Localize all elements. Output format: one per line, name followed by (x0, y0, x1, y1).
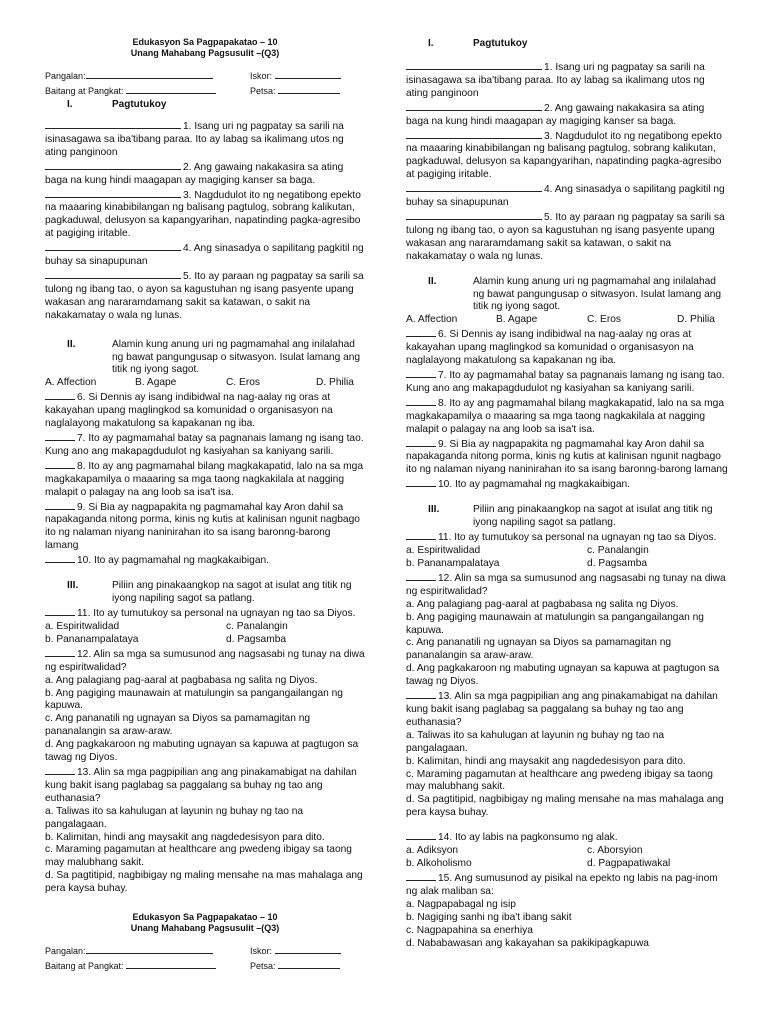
answer-blank[interactable] (45, 241, 181, 251)
answer-blank[interactable] (406, 129, 542, 139)
question-7: 7. Ito ay pagmamahal batay sa pagnanais lamang ng isang tao. Kung ano ang makapagdudulot ng kasiyahan sa kaniyang sarili. (45, 433, 364, 457)
grade-date-row: Baitang at Pangkat: Petsa: (45, 959, 365, 974)
answer-blank[interactable] (45, 431, 75, 441)
answer-blank[interactable] (406, 101, 542, 111)
answer-blank[interactable] (406, 571, 436, 581)
question-12: 12. Alin sa mga sa sumusunod ang nagsasabi ng tunay na diwa ng espiritwalidad? (45, 648, 365, 673)
left-column (45, 0, 365, 974)
exam-title: Unang Mahabang Pagsusulit –(Q3) (130, 48, 280, 58)
answer-blank[interactable] (45, 500, 75, 510)
exam-title: Unang Mahabang Pagsusulit –(Q3) (130, 923, 280, 934)
option: b. Nagiging sanhi ng iba't ibang sakit (406, 911, 572, 923)
option: b. Ang pagiging maunawain at matulungin sa pangangailangan ng kapuwa. (45, 687, 343, 712)
answer-blank[interactable] (406, 182, 542, 192)
question-13: 13. Alin sa mga pagpipilian ang ang pinakamabigat na dahilan kung bakit isang paglabag sa paggalang sa buhay ng tao ang euthanasia? (406, 691, 718, 728)
answer-blank[interactable] (45, 553, 75, 563)
love-type-choices: A. Affection B. Agape C. Eros D. Philia (45, 377, 354, 389)
grade-section-label: Baitang at Pangkat: (45, 86, 124, 96)
answer-blank[interactable] (45, 269, 181, 279)
name-field[interactable] (86, 70, 213, 79)
answer-blank[interactable] (406, 327, 436, 337)
q11-options-ac: a. Espiritwalidad c. Panalangin (406, 544, 649, 556)
question-6: 6. Si Dennis ay isang indibidwal na nag-aalay ng oras at kakayahan upang maglingkod sa komunidad o organisasyon na naglalayong makatulong sa kapakanan ng iba. (406, 329, 694, 367)
question-2: 2. Ang gawaing nakakasira sa ating baga na kung hindi maagapan ay magiging kanser sa baga. (406, 102, 705, 127)
question-13: 13. Alin sa mga pagpipilian ang ang pinakamabigat na dahilan kung bakit isang paglabag sa paggalang sa buhay ng tao ang euthanasia? (45, 766, 357, 804)
option: c. Ang pananatili ng ugnayan sa Diyos sa pamamagitan ng pananalangin sa araw-araw. (406, 637, 672, 662)
option: c. Maraming pagamutan at healthcare ang pwedeng ibigay sa taong may malubhang sakit. (45, 844, 352, 869)
exam-header (45, 37, 365, 59)
question-14: 14. Ito ay labis na pagkonsumo ng alak. (406, 830, 728, 845)
answer-blank[interactable] (406, 830, 436, 840)
option: a. Nagpapabagal ng isip (406, 898, 516, 910)
option: c. Nagpapahina sa enerhiya (406, 924, 533, 936)
question-10: 10. Ito ay pagmamahal ng magkakaibigan. (406, 477, 728, 492)
question-7: 7. Ito ay pagmamahal batay sa pagnanais lamang ng isang tao. Kung ano ang makapagdudulot ng kasiyahan sa kaniyang sarili. (406, 370, 725, 394)
question-3: 3. Nagdudulot ito ng negatibong epekto na maaaring kinabibilangan ng balisang pagtulog, sobrang kalikutan, pagkaduwal, delusyon sa kapangyarihan, napatinding pagka-agresibo at pagiging iritable. (406, 130, 722, 181)
option: c. Ang pananatili ng ugnayan sa Diyos sa pamamagitan ng pananalangin sa araw-araw. (45, 713, 311, 738)
question-1: 1. Isang uri ng pagpatay sa sarili na isinasagawa sa iba'tibang paraa. Ito ay labag sa ikalimang utos ng ating panginoon (45, 121, 344, 158)
question-3: 3. Nagdudulot ito ng negatibong epekto na maaaring kinabibilangan ng balisang pagtulog, sobrang kalikutan, pagkaduwal, delusyon sa kapangyarihan, napatinding pagka-agresibo at pagiging iritable. (45, 189, 361, 240)
name-label: Pangalan: (45, 71, 86, 81)
section-1-heading (45, 99, 365, 113)
date-label: Petsa: (250, 86, 276, 96)
answer-blank[interactable] (406, 210, 542, 220)
option: b. Ang pagiging maunawain at matulungin sa pangangailangan ng kapuwa. (406, 611, 704, 636)
question-11: 11. Ito ay tumutukoy sa personal na ugnayan ng tao sa Diyos. (45, 606, 365, 621)
score-field[interactable] (275, 945, 341, 954)
option: a. Taliwas ito sa kahulugan at layunin ng buhay ng tao na pangalagaan. (406, 729, 665, 754)
question-5: 5. Ito ay paraan ng pagpatay sa sarili sa tulong ng ibang tao, o ayon sa kagustuhan ng isang pasyente upang wakasan ang nararamdamang sakit sa katawan, o sakit na nakakamatay o wala ng lunas. (45, 270, 364, 321)
option: b. Kalimitan, hindi ang maysakit ang nagdedesisyon para dito. (45, 831, 325, 843)
option: a. Ang palagiang pag-aaral at pagbabasa ng salita ng Diyos. (45, 674, 318, 686)
option: d. Ang pagkakaroon ng mabuting ugnayan sa kapuwa at pagtugon sa tawag ng Diyos. (406, 663, 720, 688)
answer-blank[interactable] (406, 530, 436, 540)
answer-blank[interactable] (45, 606, 75, 616)
question-9: 9. Si Bia ay nagpapakita ng pagmamahal kay Aron dahil sa napakaganda nitong porma, kinis ng kutis at kalinisan ngunit nagbago ito ng nalaman niyang naninirahan ito sa isang baronng-barong lamang (45, 501, 360, 552)
section-2-instruction: II. Alamin kung anung uri ng pagmamahal ang inilalahad ng bawat pangungusap o sitwasyon. Isulat lamang ang titik ng iyong sagot. (428, 275, 722, 313)
option: a. Taliwas ito sa kahulugan at layunin ng buhay ng tao na pangalagaan. (45, 805, 304, 830)
option: d. Sa pagtitipid, nagbibigay ng maling mensahe na mas mahalaga ang pera kaysa buhay. (406, 794, 724, 819)
section-number: I. (67, 99, 73, 110)
section-3-instruction: III. Piliin ang pinakaangkop na sagot at isulat ang titik ng iyong napiling sagot sa patlang. (67, 580, 352, 604)
right-column (406, 0, 728, 950)
grade-date-row (45, 84, 365, 99)
question-1: 1. Isang uri ng pagpatay sa sarili na isinasagawa sa iba'tibang paraa. Ito ay labag sa ikalimang utos ng ating panginoon (406, 62, 705, 99)
question-4: 4. Ang sinasadya o sapilitang pagkitil ng buhay sa sinapupunan (406, 184, 725, 209)
answer-blank[interactable] (45, 160, 181, 170)
grade-section-field[interactable] (126, 85, 216, 94)
q14-options-bd: b. Alkoholismo d. Pagpapatiwakal (406, 858, 671, 870)
question-15: 15. Ang sumusunod ay pisikal na epekto ng labis na pag-inom ng alak maliban sa: (406, 873, 718, 897)
q11-options-bd: b. Pananampalataya d. Pagsamba (406, 557, 648, 569)
answer-blank[interactable] (45, 390, 75, 400)
answer-blank[interactable] (406, 437, 436, 447)
answer-blank[interactable] (45, 647, 75, 657)
section-title: Pagtutukoy (112, 99, 167, 110)
q14-options-ac: a. Adiksyon c. Aborsyion (406, 845, 643, 857)
q11-options-ac: a. Espiritwalidad c. Panalangin (45, 620, 288, 632)
option: b. Kalimitan, hindi ang maysakit ang nagdedesisyon para dito. (406, 755, 686, 767)
name-score-row: Pangalan: Iskor: (45, 944, 365, 959)
date-field[interactable] (278, 85, 340, 94)
question-5: 5. Ito ay paraan ng pagpatay sa sarili sa tulong ng ibang tao, o ayon sa kagustuhan ng isang pasyente upang wakasan ang nararamdamang sakit sa katawan, o sakit na nakakamatay o wala ng lunas. (406, 211, 725, 262)
subject-title: Edukasyon Sa Pagpapakatao – 10 (132, 912, 278, 923)
question-2: 2. Ang gawaing nakakasira sa ating baga na kung hindi maagapan ay magiging kanser sa baga. (45, 161, 344, 186)
answer-blank[interactable] (406, 396, 436, 406)
option: a. Ang palagiang pag-aaral at pagbabasa ng salita ng Diyos. (406, 598, 679, 610)
option: d. Nababawasan ang kakayahan sa pakikipagkapuwa (406, 937, 649, 949)
question-8: 8. Ito ay ang pagmamahal bilang magkakapatid, lalo na sa mga magkakapamilya o maaaring sa mga taong nagkakilala at nagging malapit o palagay na ang loob sa isa't isa. (406, 397, 724, 435)
q11-options-bd: b. Pananampalataya d. Pagsamba (45, 633, 287, 645)
answer-blank[interactable] (45, 765, 75, 775)
answer-blank[interactable] (45, 188, 181, 198)
answer-blank[interactable] (406, 368, 436, 378)
exam-header-repeat (45, 912, 365, 934)
question-8: 8. Ito ay ang pagmamahal bilang magkakapatid, lalo na sa mga magkakapamilya o maaaring sa mga taong nagkakilala at nagging malapit o palagay na ang loob sa isa't isa. (45, 460, 363, 498)
subject-title: Edukasyon Sa Pagpapakatao – 10 (132, 37, 278, 47)
section-3-instruction: III. Piliin ang pinakaangkop na sagot at isulat ang titik ng iyong napiling sagot sa patlang. (428, 504, 713, 529)
score-label: Iskor: (250, 71, 273, 81)
section-1-heading: I. Pagtutukoy (428, 38, 528, 49)
answer-blank[interactable] (45, 459, 75, 469)
name-score-row (45, 69, 365, 84)
score-field[interactable] (275, 70, 341, 79)
section-2-instruction: II. Alamin kung anung uri ng pagmamahal ang inilalahad ng bawat pangungusap o sitwasyon. Isulat lamang ang titik ng iyong sagot. (67, 338, 361, 376)
answer-blank[interactable] (406, 60, 542, 70)
answer-blank[interactable] (45, 119, 181, 129)
answer-blank[interactable] (406, 477, 436, 487)
question-4: 4. Ang sinasadya o sapilitang pagkitil ng buhay sa sinapupunan (45, 243, 364, 268)
answer-blank[interactable] (406, 871, 436, 881)
answer-blank[interactable] (406, 689, 436, 699)
question-11: 11. Ito ay tumutukoy sa personal na ugnayan ng tao sa Diyos. (406, 530, 728, 545)
option: d. Sa pagtitipid, nagbibigay ng maling mensahe na mas mahalaga ang pera kaysa buhay. (45, 870, 363, 895)
question-6: 6. Si Dennis ay isang indibidwal na nag-aalay ng oras at kakayahan upang maglingkod sa komunidad o organisasyon na naglalayong makatulong sa kapakanan ng iba. (45, 392, 333, 430)
grade-section-field[interactable] (126, 960, 216, 969)
question-10: 10. Ito ay pagmamahal ng magkakaibigan. (45, 553, 365, 568)
name-field[interactable] (86, 945, 213, 954)
option: c. Maraming pagamutan at healthcare ang pwedeng ibigay sa taong may malubhang sakit. (406, 768, 713, 793)
option: d. Ang pagkakaroon ng mabuting ugnayan sa kapuwa at pagtugon sa tawag ng Diyos. (45, 739, 359, 764)
date-field[interactable] (278, 960, 340, 969)
question-9: 9. Si Bia ay nagpapakita ng pagmamahal kay Aron dahil sa napakaganda nitong porma, kinis ng kutis at kalinisan ngunit nagbago ito ng nalaman niyang naninirahan ito sa isang baronng-barong lamang (406, 438, 728, 476)
question-12: 12. Alin sa mga sa sumusunod ang nagsasabi ng tunay na diwa ng espiritwalidad? (406, 572, 726, 597)
love-type-choices: A. Affection B. Agape C. Eros D. Philia (406, 314, 715, 326)
